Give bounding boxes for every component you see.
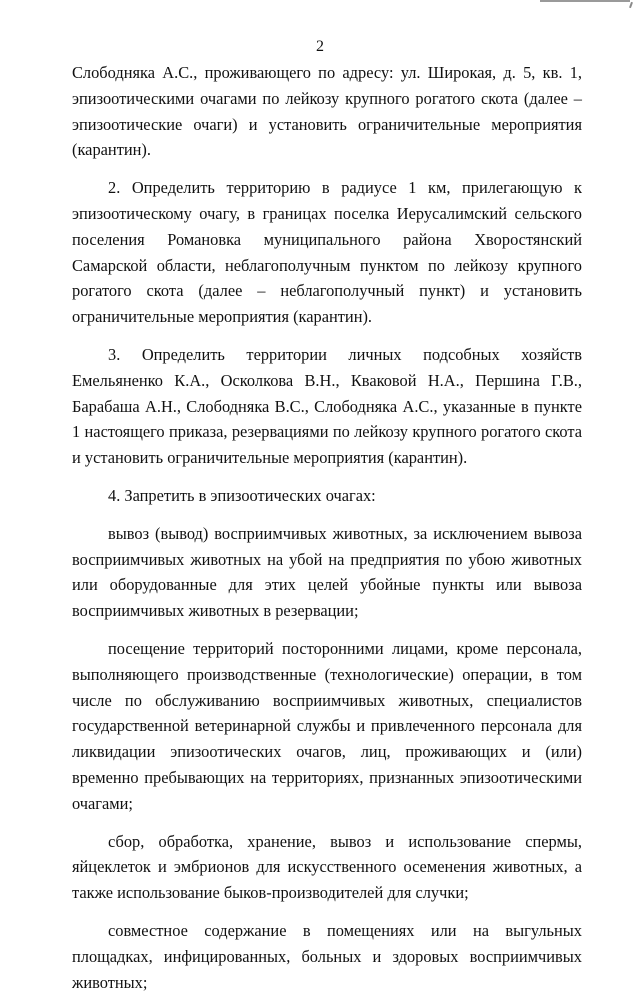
paragraph-1-continued: Слободняка А.С., проживающего по адресу: ул. Широкая, д. 5, кв. 1, эпизоотическими очагами по лейкозу крупного рогатого скота (далее – эпизоотические очаги) и установить ограничительные мероприятия (карантин). <box>72 63 582 160</box>
paragraph-3-reservations: 3. Определить территории личных подсобных хозяйств Емельяненко К.А., Осколкова В.Н., Кваковой Н.А., Першина Г.В., Барабаша А.Н., Слободняка В.С., Слободняка А.С., указанные в пункте 1 настоящего приказа, резервациями по лейкозу крупного рогатого скота и установить ограничительные мероприятия (карантин). <box>72 344 582 468</box>
scan-edge-tick <box>629 2 633 8</box>
page-number: 2 <box>316 38 324 55</box>
scan-edge-line <box>540 0 630 2</box>
prohibition-item-joint-keeping: совместное содержание в помещениях или на выгульных площадках, инфицированных, больных и здоровых восприимчивых животных; <box>72 920 582 992</box>
paragraph-2-territory-radius: 2. Определить территорию в радиусе 1 км, прилегающую к эпизоотическому очагу, в границах поселка Иерусалимский сельского поселения Романовка муниципального района Хворостянский Самарской области, неблагополучным пунктом по лейкозу крупного рогатого скота (далее – неблагополучный пункт) и установить ограничительные мероприятия (карантин). <box>72 178 582 327</box>
prohibition-item-visiting: посещение территорий посторонними лицами, кроме персонала, выполняющего производственные (технологические) операции, в том числе по обслуживанию восприимчивых животных, специалистов государственной ветеринарной службы и привлеченного персонала для ликвидации эпизоотических очагов, лиц, проживающих и (или) временно пребывающих на территориях, признанных эпизоотическими очагами; <box>72 638 582 813</box>
document-body <box>72 60 582 995</box>
prohibition-item-export: вывоз (вывод) восприимчивых животных, за исключением вывоза восприимчивых животных на убой на предприятия по убою животных или оборудованные для этих целей убойные пункты или вывоза восприимчивых животных в резервации; <box>72 523 582 621</box>
paragraph-4-prohibitions-heading: 4. Запретить в эпизоотических очагах: <box>108 485 376 505</box>
prohibition-item-collection: сбор, обработка, хранение, вывоз и использование спермы, яйцеклеток и эмбрионов для искусственного осеменения животных, а также использование быков-производителей для случки; <box>72 831 582 903</box>
